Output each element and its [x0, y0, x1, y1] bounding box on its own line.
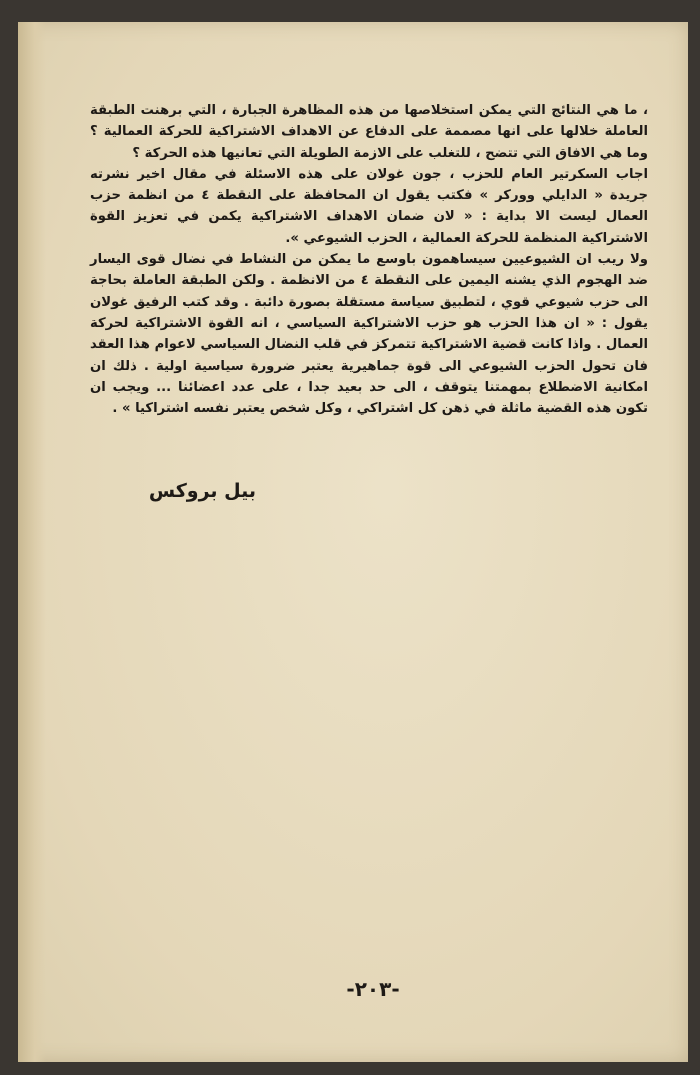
paragraph-3: ولا ريب ان الشيوعيين سيساهمون باوسع ما يمكن من النشاط في نضال قوى اليسار ضد الهجوم الذي يشنه اليمين على النقطة ٤ من الانظمة . ولكن الطبقة العاملة بحاجة الى حزب شيوعي قوي ، لتطبيق سياسة مستقلة بصورة دائبة . وقد كتب الرفيق غولان يقول : « ان هذا الحزب هو حزب الاشتراكية السياسي ، انه القوة الاشتراكية لحركة العمال . واذا كانت قضية الاشتراكية تتمركز في قلب النضال السياسي لاعوام هذا العقد فان تحول الحزب الشيوعي الى قوة جماهيرية يعتبر ضرورة سياسية اولية . ذلك ان امكانية الاضطلاع بمهمتنا يتوقف ، الى حد بعيد جدا ، على عدد اعضائنا ... ويجب ان تكون هذه القضية ماثلة في ذهن كل اشتراكي ، وكل شخص يعتبر نفسه اشتراكيا » . [90, 252, 648, 417]
page-number: -٢٠٣- [346, 977, 400, 1001]
author-signature: بيل بروكس [148, 480, 256, 502]
book-page [18, 22, 688, 1062]
article-body [90, 100, 648, 419]
page-binding-edge [18, 22, 46, 1062]
paragraph-1: ، ما هي النتائج التي يمكن استخلاصها من هذه المظاهرة الجبارة ، التي برهنت الطبقة العاملة خلالها على انها مصممة على الدفاع عن الاهداف الاشتراكية للحركة العمالية ؟ وما هي الافاق التي تتضح ، للتغلب على الازمة الطويلة التي تعانيها هذه الحركة ؟ [90, 103, 648, 161]
paragraph-2: اجاب السكرتير العام للحزب ، جون غولان على هذه الاسئلة في مقال اخير نشرته جريدة « الدايلي ووركر » فكتب يقول ان المحافظة على النقطة ٤ من انظمة حزب العمال ليست الا بداية : « لان ضمان الاهداف الاشتراكية يكمن في تعزيز القوة الاشتراكية المنظمة للحركة العمالية ، الحزب الشيوعي ». [90, 166, 648, 246]
